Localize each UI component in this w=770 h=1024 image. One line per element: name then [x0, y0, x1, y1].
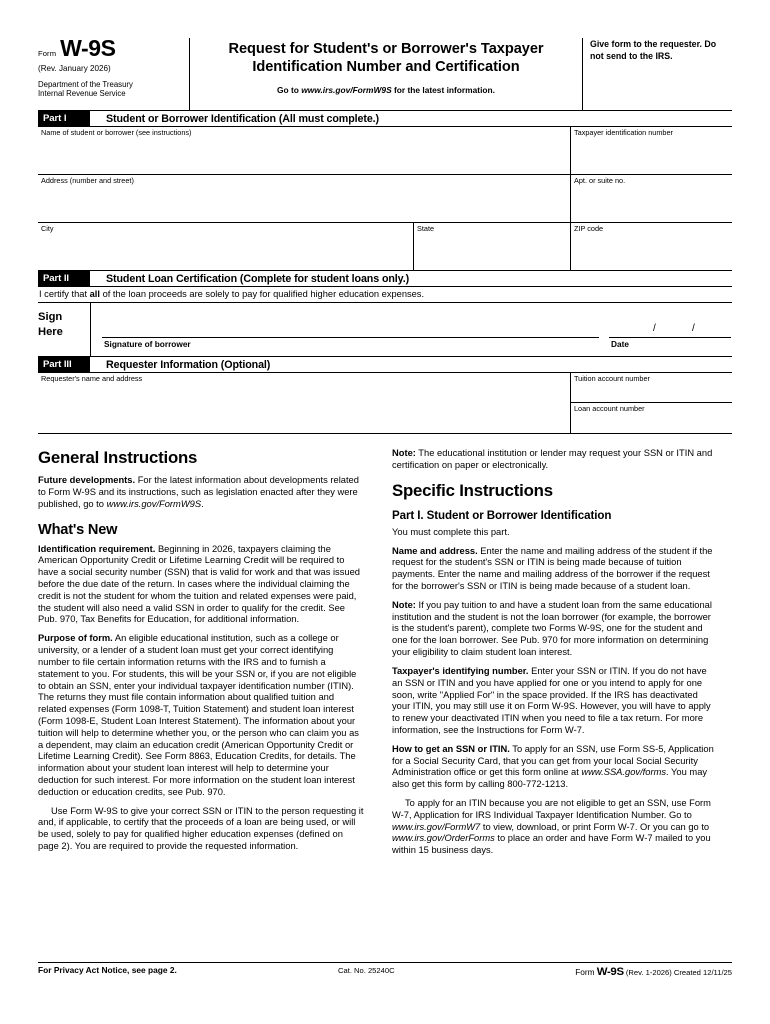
- footer-form-identifier: [513, 965, 732, 978]
- footer-form-number: W-9S: [596, 965, 624, 978]
- city-state-zip-row: [38, 223, 732, 270]
- future-developments-end: .: [201, 498, 204, 509]
- note2-label: Note:: [392, 599, 416, 610]
- give-form-note: Give form to the requester. Do not send to the IRS.: [582, 38, 732, 110]
- date-rule[interactable]: [609, 337, 731, 338]
- purpose-of-form-paragraph: [38, 633, 364, 798]
- department-line-1: Department of the Treasury: [38, 80, 133, 89]
- identification-requirement-label: Identification requirement.: [38, 543, 156, 554]
- part1-banner: [38, 110, 732, 127]
- part1-title: Student or Borrower Identification (All must complete.): [106, 112, 379, 125]
- city-field[interactable]: [38, 223, 413, 270]
- requester-field-label: Requester's name and address: [41, 374, 143, 384]
- form-footer: [38, 962, 732, 978]
- account-numbers-column: [570, 373, 732, 433]
- note-text: The educational institution or lender may request your SSN or ITIN and certification on paper or electronically.: [392, 448, 713, 470]
- certify-prefix: I certify that: [39, 289, 90, 299]
- form-word-label: Form: [38, 49, 57, 58]
- form-revision-label: (Rev. January 2026): [38, 64, 111, 73]
- note-label: Note:: [392, 448, 416, 459]
- goto-url-line: [196, 85, 576, 95]
- requester-row: [38, 373, 732, 434]
- name-field[interactable]: [38, 127, 570, 174]
- identification-requirement-paragraph: [38, 544, 364, 627]
- goto-url[interactable]: www.irs.gov/FormW9S: [301, 85, 392, 96]
- how-to-get-ssn-paragraph: [392, 744, 718, 791]
- name-address-label: Name and address.: [392, 545, 478, 556]
- part2-banner: [38, 270, 732, 287]
- signature-fields: [91, 303, 732, 356]
- future-developments-url[interactable]: www.irs.gov/FormW9S: [106, 498, 202, 509]
- certify-emphasis: all: [89, 289, 100, 299]
- footer-form-word: Form: [575, 966, 595, 977]
- tuition-account-field[interactable]: [571, 373, 732, 403]
- part3-tag: Part III: [38, 357, 90, 372]
- signature-caption: Signature of borrower: [104, 339, 191, 350]
- city-field-label: City: [41, 224, 54, 233]
- form-title-line-1: Request for Student's or Borrower's Taxpayer: [228, 41, 544, 57]
- privacy-act-notice: For Privacy Act Notice, see page 2.: [38, 965, 177, 975]
- address-field-label: Address (number and street): [41, 176, 134, 185]
- name-tin-row: [38, 127, 732, 175]
- must-complete-paragraph: You must complete this part.: [392, 526, 510, 537]
- signature-block: [38, 303, 732, 356]
- apply-itin-text-2: to view, download, or print Form W-7. Or you can go to: [480, 821, 710, 832]
- signature-rule[interactable]: [102, 337, 599, 338]
- name-address-paragraph: [392, 546, 718, 593]
- specific-part1-heading: Part I. Student or Borrower Identification: [392, 508, 612, 522]
- date-slash-1: /: [653, 323, 656, 335]
- certify-suffix: of the loan proceeds are solely to pay for qualified higher education expenses.: [99, 289, 425, 299]
- zip-field[interactable]: [570, 223, 732, 270]
- loan-account-field[interactable]: [571, 403, 732, 433]
- department-line-2: Internal Revenue Service: [38, 89, 126, 99]
- taxpayer-identifying-number-paragraph: [392, 666, 718, 737]
- part3-title: Requester Information (Optional): [106, 358, 271, 371]
- purpose-of-form-text: An eligible educational institution, such as a college or university, or a lender of a student loan must get your correct identifying number to file certain information returns with the IRS and to furnish a statement to you. For students, this will be your SSN or, if you are not eligible to obtain an SSN, enter your individual taxpayer identification number (ITIN). The returns they must file contain information about qualified tuition and related expenses (Form 1098-T, Tuition Statement) and student loan interest (Form 1098-E, Student Loan Interest Statement). The information about your tuition will help to determine whether you, or the person who can claim you as a dependent, may claim an education credit (American Opportunity Credit or Lifetime Learning Credit). See Form 8863, Education Credits, for details. The information about your student loan interest will help to determine your deduction for such interest. For more information on the student loan interest deduction or education credits, see Pub. 970.: [38, 633, 359, 797]
- identification-requirement-text: Beginning in 2026, taxpayers claiming the American Opportunity Credit or Lifetime Learning Credit will be required to have a social security number (SSN) that is valid for work and that was issued before the due date of the return. In cases where the individual claiming the credit is not the student for whom the tuition and related expenses were paid, the student will also need a valid SSN in order to qualify for the credit. See Pub. 970, Tax Benefits for Education, for additional information.: [38, 543, 360, 625]
- form-title-line-2: Identification Number and Certification: [252, 59, 520, 76]
- note-paragraph: [392, 448, 718, 472]
- masthead-center: [190, 38, 582, 110]
- state-field[interactable]: [413, 223, 570, 270]
- goto-suffix: for the latest information.: [393, 85, 495, 96]
- specific-instructions-heading: Specific Instructions: [392, 480, 553, 500]
- purpose-of-form-label: Purpose of form.: [38, 633, 113, 644]
- ssa-forms-url[interactable]: www.SSA.gov/forms: [581, 767, 667, 778]
- tin-field[interactable]: [570, 127, 732, 174]
- how-to-get-ssn-label: How to get an SSN or ITIN.: [392, 743, 510, 754]
- part2-tag: Part II: [38, 271, 90, 286]
- apt-field[interactable]: [570, 175, 732, 222]
- tin-field-label: Taxpayer identification number: [574, 128, 673, 137]
- footer-form-revision: (Rev. 1-2026) Created 12/11/25: [625, 967, 732, 977]
- apply-itin-paragraph: [392, 798, 718, 857]
- future-developments-paragraph: [38, 475, 364, 510]
- catalog-number: Cat. No. 25240C: [338, 965, 395, 975]
- date-slash-2: /: [692, 323, 695, 335]
- instructions-right-column: [378, 448, 718, 864]
- instructions-area: [38, 448, 732, 864]
- part3-banner: [38, 356, 732, 373]
- order-forms-url[interactable]: www.irs.gov/OrderForms: [392, 833, 495, 844]
- general-instructions-heading: General Instructions: [38, 448, 198, 468]
- form-w7-url[interactable]: www.irs.gov/FormW7: [392, 821, 481, 832]
- form-masthead: [38, 35, 732, 110]
- note2-paragraph: [392, 600, 718, 659]
- apply-itin-text-3: to place an order and have Form W-7 mailed to you within 15 business days.: [392, 833, 711, 856]
- date-caption: Date: [611, 339, 629, 350]
- how-to-get-ssn-text-1: To apply for an SSN, use Form SS-5, Application for a Social Security Card, that you can get from your local Social Security Administration office or get this form online at: [392, 743, 714, 778]
- certification-statement: [38, 287, 732, 303]
- goto-prefix: Go to: [277, 85, 299, 96]
- whats-new-heading: What's New: [38, 521, 118, 538]
- name-address-text: Enter the name and mailing address of the student if the request for the student's SSN or ITIN is being made because of tuition payments. Enter the name and mailing address of the borrower if the request for the borrower's SSN or ITIN is being made because of a student loan.: [392, 545, 713, 592]
- apt-field-label: Apt. or suite no.: [574, 176, 626, 185]
- how-to-get-ssn-text-2: . You may also get this form by calling 800-772-1213.: [392, 767, 708, 790]
- masthead-left: [38, 35, 190, 110]
- address-apt-row: [38, 175, 732, 223]
- part1-tag: Part I: [38, 111, 90, 126]
- sign-here-line-2: Here: [38, 325, 63, 338]
- tuition-account-label: Tuition account number: [574, 374, 650, 384]
- part2-title: Student Loan Certification (Complete for student loans only.): [106, 272, 410, 285]
- form-sheet: [38, 35, 732, 864]
- form-title: [196, 40, 576, 76]
- taxpayer-identifying-number-label: Taxpayer's identifying number.: [392, 665, 529, 676]
- department-block: [38, 80, 183, 98]
- future-developments-label: Future developments.: [38, 475, 136, 486]
- name-field-label: Name of student or borrower (see instructions): [41, 128, 192, 137]
- use-form-paragraph: Use Form W-9S to give your correct SSN or ITIN to the person requesting it and, if applicable, to certify that the proceeds of a loan are being used, or will be used, solely to pay for qualified higher education expenses (defined on page 2). You are required to provide the requested information.: [38, 805, 364, 852]
- sign-here-label: [38, 303, 91, 356]
- loan-account-label: Loan account number: [574, 404, 645, 414]
- form-identifier: [38, 37, 183, 60]
- form-number-label: W-9S: [60, 35, 116, 61]
- instructions-left-column: [38, 448, 378, 864]
- sign-here-line-1: Sign: [38, 311, 63, 324]
- future-developments-text: For the latest information about developments related to Form W-9S and its instructions, such as legislation enacted after they were published, go to: [38, 475, 359, 509]
- address-field[interactable]: [38, 175, 570, 222]
- zip-field-label: ZIP code: [574, 224, 604, 233]
- requester-name-address-field[interactable]: [38, 373, 570, 433]
- note2-text: If you pay tuition to and have a student loan from the same educational institution and the student is not the loan borrower (for example, the borrower is the student's parent), complete two Forms W-9S, one for the student and one for the loan borrower. See Pub. 970 for more information on determining your eligibility to claim student loan interest.: [392, 599, 712, 658]
- taxpayer-identifying-number-text: Enter your SSN or ITIN. If you do not have an SSN or ITIN and you have applied for one or you intend to apply for one soon, write "Applied For" in the space provided. If the IRS has deactivated your ITIN, you may still use it on Form W-9S. However, you will have to apply to renew your deactivated ITIN when you need to file a tax return. For more information, see the Instructions for Form W-7.: [392, 665, 711, 735]
- state-field-label: State: [417, 224, 435, 233]
- apply-itin-text-1: To apply for an ITIN because you are not eligible to get an SSN, use Form W-7, Application for IRS Individual Taxpayer Identification Number. Go to: [392, 798, 711, 820]
